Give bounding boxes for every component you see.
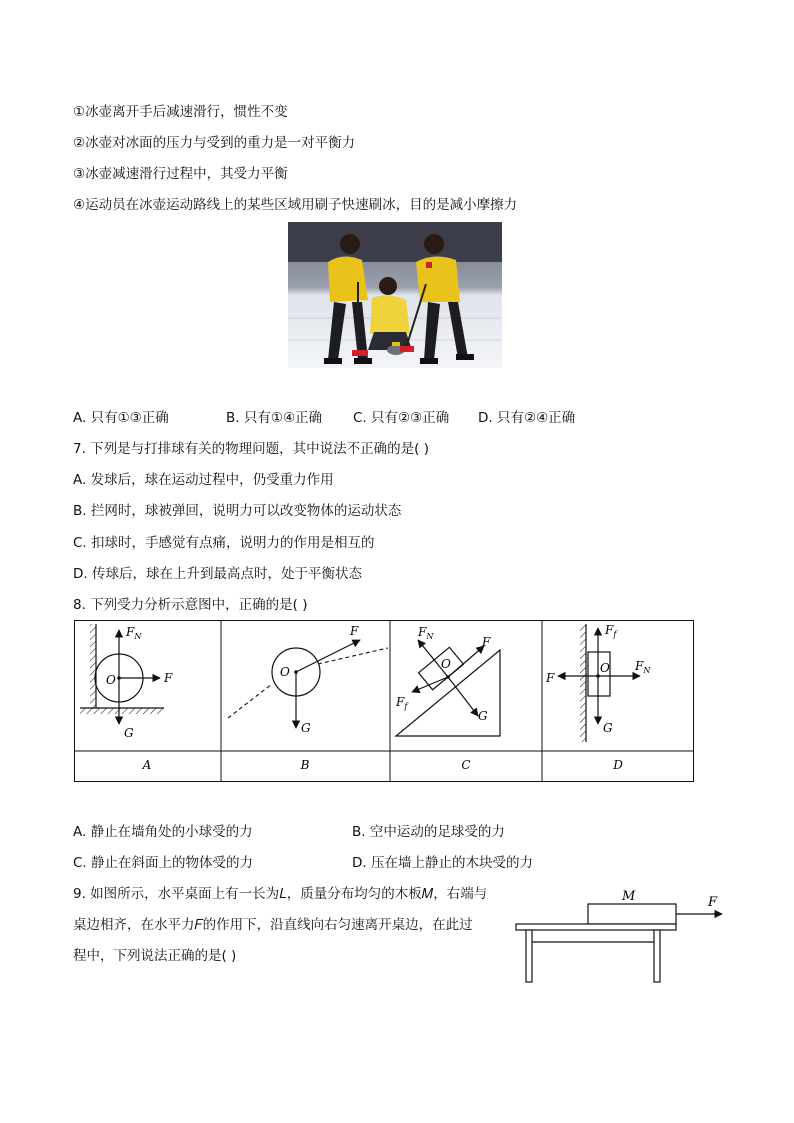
statement-3: ③冰壶减速滑行过程中，其受力平衡: [73, 166, 288, 182]
label-ff-d: $F_f$: [605, 623, 617, 639]
diagram-d: [545, 623, 651, 742]
label-f-c: F: [482, 635, 491, 649]
q9-line-1: 9. 如图所示，水平桌面上有一长为𝐿，质量分布均匀的木板𝑀，右端与: [73, 886, 488, 902]
q6-option-d: D. 只有②④正确: [478, 410, 576, 426]
label-g-b: G: [301, 721, 311, 735]
label-f-b: F: [350, 624, 359, 638]
curling-photo: [288, 222, 502, 368]
label-o-a: O: [106, 673, 116, 687]
label-g-a: G: [124, 726, 134, 740]
q7-option-b: B. 拦网时，球被弹回，说明力可以改变物体的运动状态: [73, 503, 402, 519]
q7-option-a: A. 发球后，球在运动过程中，仍受重力作用: [73, 472, 334, 488]
q8-option-a: A. 静止在墙角处的小球受的力: [73, 824, 253, 840]
label-f: F: [708, 895, 718, 910]
label-o-b: O: [280, 665, 290, 679]
q6-option-a: A. 只有①③正确: [73, 410, 169, 426]
table-label-a: A: [142, 758, 152, 772]
label-o-c: O: [441, 657, 451, 671]
label-fn-d: $F_N$: [635, 659, 651, 675]
q7-option-d: D. 传球后，球在上升到最高点时，处于平衡状态: [73, 566, 362, 582]
diagram-c: [395, 625, 500, 736]
label-ff-c: $F_f$: [396, 695, 408, 711]
diagram-a: [80, 624, 173, 740]
label-f-d: F: [546, 671, 555, 685]
statement-1: ①冰壶离开手后减速滑行，惯性不变: [73, 104, 288, 120]
label-fn-a: $F_N$: [126, 625, 142, 641]
table-label-c: C: [461, 758, 471, 772]
statement-2: ②冰壶对冰面的压力与受到的重力是一对平衡力: [73, 135, 356, 151]
q7-option-c: C. 扣球时，手感觉有点痛，说明力的作用是相互的: [73, 535, 375, 551]
q8-option-b: B. 空中运动的足球受的力: [352, 824, 505, 840]
label-g-c: G: [478, 709, 488, 723]
q8-stem: 8. 下列受力分析示意图中，正确的是( ): [73, 597, 308, 613]
q9-figure: [510, 884, 730, 992]
q7-stem: 7. 下列是与打排球有关的物理问题，其中说法不正确的是( ): [73, 441, 429, 457]
q8-option-d: D. 压在墙上静止的木块受的力: [352, 855, 533, 871]
table-label-b: B: [300, 758, 310, 772]
statement-4: ④运动员在冰壶运动路线上的某些区域用刷子快速刷冰，目的是减小摩擦力: [73, 197, 518, 213]
diagram-b: [228, 624, 388, 735]
q9-line-3: 程中，下列说法正确的是( ): [73, 948, 237, 964]
label-o-d: O: [600, 661, 610, 675]
q8-option-c: C. 静止在斜面上的物体受的力: [73, 855, 254, 871]
label-m: M: [622, 889, 636, 904]
q6-option-c: C. 只有②③正确: [353, 410, 450, 426]
q9-line-2: 桌边相齐，在水平力𝐹的作用下，沿直线向右匀速离开桌边，在此过: [73, 917, 473, 933]
label-fn-c: $F_N$: [418, 625, 434, 641]
label-f-a: F: [164, 671, 173, 685]
label-g-d: G: [603, 721, 613, 735]
q6-option-b: B. 只有①④正确: [226, 410, 323, 426]
table-label-d: D: [613, 758, 623, 772]
q8-diagram-table: [74, 620, 694, 786]
